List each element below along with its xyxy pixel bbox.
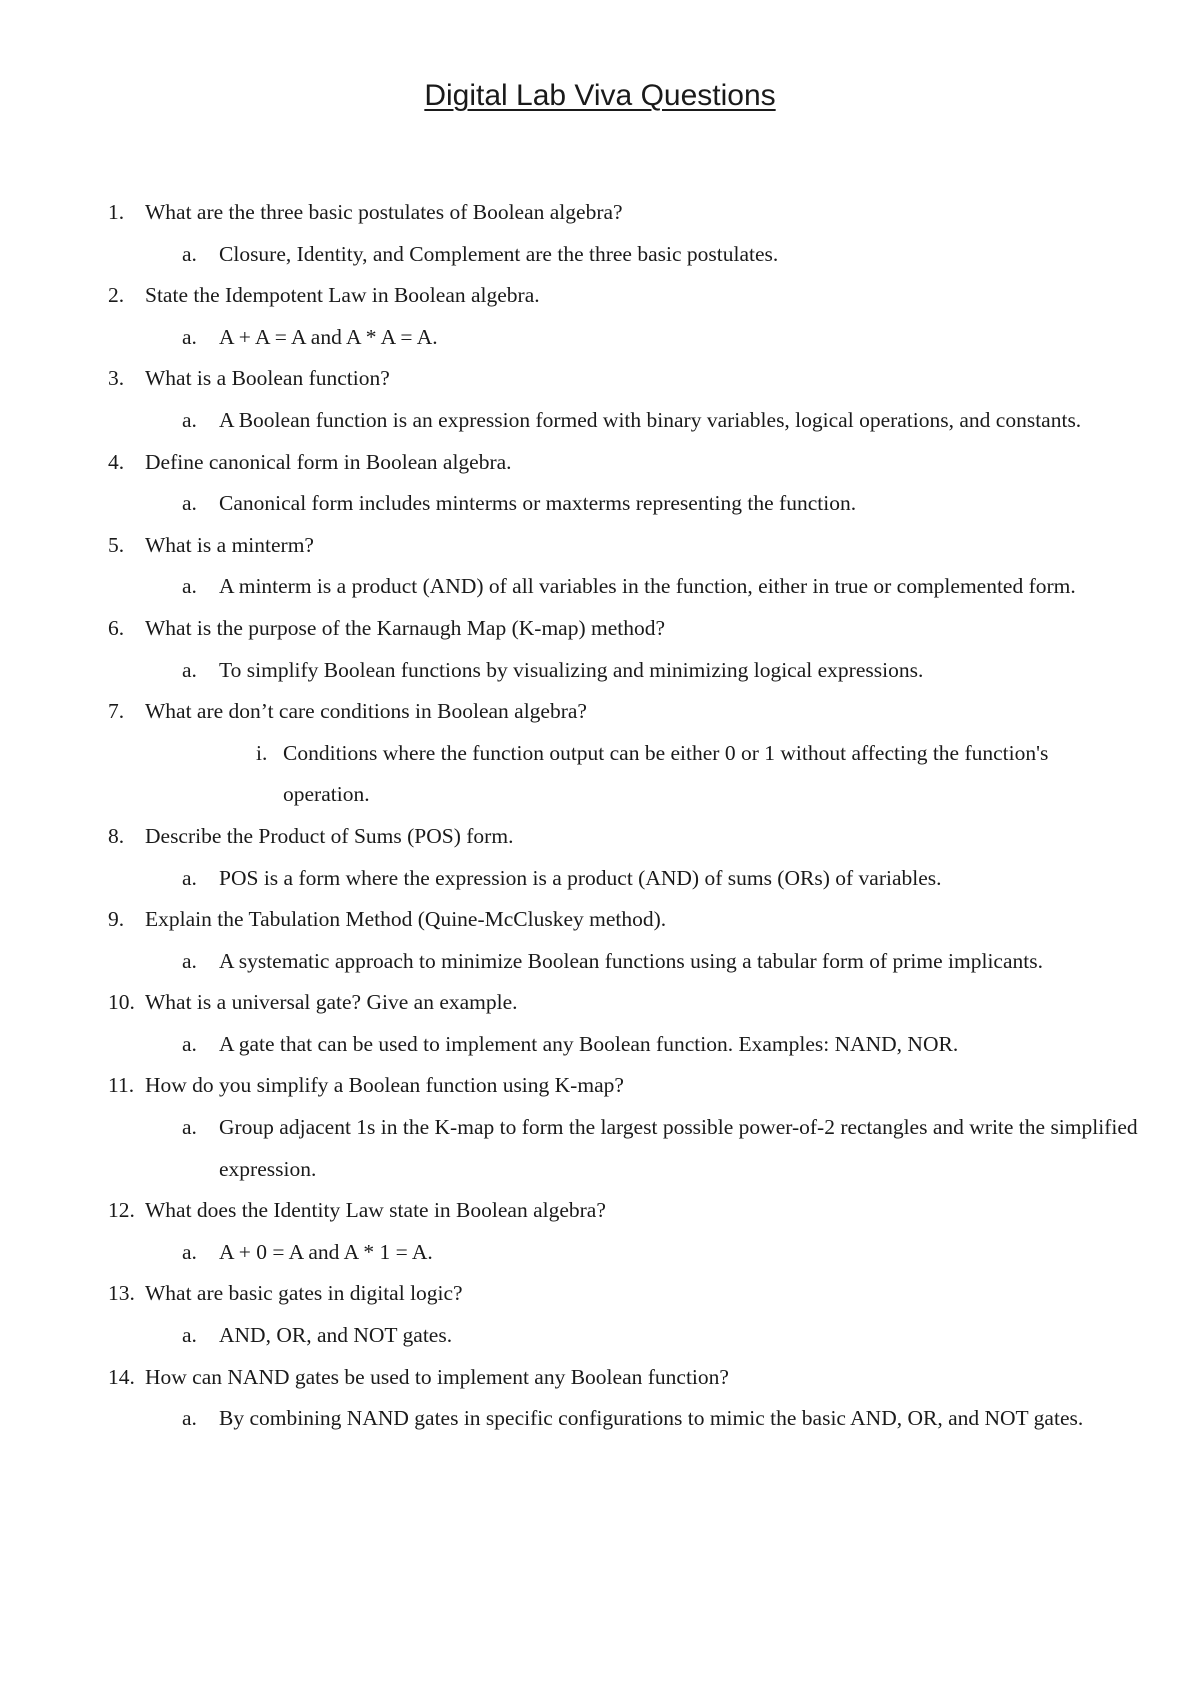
answer <box>108 1398 1138 1440</box>
question-number: 8. <box>108 823 125 848</box>
question-number: 2. <box>108 283 125 308</box>
qa-item-14 <box>108 1357 1138 1440</box>
question-text: What are don’t care conditions in Boolean algebra? <box>145 699 587 724</box>
answer <box>108 317 1138 359</box>
answer <box>108 566 1138 608</box>
question-text: How can NAND gates be used to implement any Boolean function? <box>145 1364 729 1389</box>
answer <box>108 234 1138 276</box>
qa-item-9 <box>108 899 1138 982</box>
question-number: 5. <box>108 532 125 557</box>
question <box>108 442 1138 484</box>
answer <box>108 650 1138 692</box>
answer-text: POS is a form where the expression is a product (AND) of sums (ORs) of variables. <box>219 865 942 890</box>
question-text: How do you simplify a Boolean function using K-map? <box>145 1073 624 1098</box>
answer <box>108 1232 1138 1274</box>
answer-marker: a. <box>182 407 197 432</box>
qa-item-5 <box>108 525 1138 608</box>
answer-marker: a. <box>182 324 197 349</box>
qa-list <box>108 192 1138 1440</box>
answer-marker: a. <box>182 865 197 890</box>
question-text: What is a universal gate? Give an example. <box>145 990 518 1015</box>
question-text: What are the three basic postulates of Boolean algebra? <box>145 200 623 224</box>
answer-marker: a. <box>182 1323 197 1348</box>
answer-text: A systematic approach to minimize Boolean functions using a tabular form of prime implicants. <box>219 948 1043 973</box>
question <box>108 1065 1138 1107</box>
question-text: What is the purpose of the Karnaugh Map (K-map) method? <box>145 615 666 640</box>
question-number: 6. <box>108 615 125 640</box>
answer-marker: a. <box>182 1115 197 1140</box>
question <box>108 192 1138 234</box>
answer-marker: a. <box>182 657 197 682</box>
answer-text: Closure, Identity, and Complement are the three basic postulates. <box>219 241 779 266</box>
answer-text: A Boolean function is an expression formed with binary variables, logical operations, and constants. <box>219 407 1082 432</box>
answer-text: A + 0 = A and A * 1 = A. <box>219 1239 433 1264</box>
question-text: What are basic gates in digital logic? <box>145 1281 463 1306</box>
question-number: 4. <box>108 449 125 474</box>
question-number: 14. <box>108 1364 135 1389</box>
question <box>108 525 1138 567</box>
question-text: Describe the Product of Sums (POS) form. <box>145 823 514 848</box>
question-text: What is a Boolean function? <box>145 366 390 391</box>
question <box>108 691 1138 733</box>
qa-item-6 <box>108 608 1138 691</box>
qa-item-12 <box>108 1190 1138 1273</box>
question <box>108 1357 1138 1399</box>
answer-text: AND, OR, and NOT gates. <box>219 1323 453 1348</box>
answer <box>108 1315 1138 1357</box>
qa-item-2 <box>108 275 1138 358</box>
answer-marker: a. <box>182 948 197 973</box>
question <box>108 1190 1138 1232</box>
question <box>108 275 1138 317</box>
qa-item-7 <box>108 691 1138 816</box>
question-text: State the Idempotent Law in Boolean algebra. <box>145 283 540 308</box>
answer-marker: a. <box>182 1031 197 1056</box>
answer <box>108 858 1138 900</box>
question-text: What is a minterm? <box>145 532 314 557</box>
answer-text: A + A = A and A * A = A. <box>219 324 438 349</box>
answer <box>108 941 1138 983</box>
answer-marker: i. <box>256 740 268 765</box>
qa-item-10 <box>108 982 1138 1065</box>
question <box>108 1273 1138 1315</box>
answer <box>108 483 1138 525</box>
question <box>108 899 1138 941</box>
question <box>108 608 1138 650</box>
question <box>108 816 1138 858</box>
answer-marker: a. <box>182 1239 197 1264</box>
answer <box>108 400 1138 442</box>
answer-text: Group adjacent 1s in the K-map to form the largest possible power-of-2 rectangles and write the simplified expression. <box>219 1115 1138 1181</box>
question-number: 9. <box>108 907 125 932</box>
qa-item-4 <box>108 442 1138 525</box>
qa-item-3 <box>108 358 1138 441</box>
qa-item-11 <box>108 1065 1138 1190</box>
answer-marker: a. <box>182 1406 197 1431</box>
question-number: 1. <box>108 200 125 224</box>
qa-item-8 <box>108 816 1138 899</box>
answer <box>108 1024 1138 1066</box>
qa-item-1 <box>108 192 1138 275</box>
answer-text: By combining NAND gates in specific configurations to mimic the basic AND, OR, and NOT gates. <box>219 1406 1084 1431</box>
question-number: 11. <box>108 1073 135 1098</box>
answer-marker: a. <box>182 574 197 599</box>
qa-item-13 <box>108 1273 1138 1356</box>
answer-marker: a. <box>182 491 197 516</box>
question-number: 10. <box>108 990 135 1015</box>
question-number: 7. <box>108 699 125 724</box>
page-title: Digital Lab Viva Questions <box>424 79 776 112</box>
question <box>108 358 1138 400</box>
question-number: 12. <box>108 1198 135 1223</box>
question-text: Explain the Tabulation Method (Quine-McCluskey method). <box>145 907 667 932</box>
answer-text: A minterm is a product (AND) of all variables in the function, either in true or complemented form. <box>219 574 1076 599</box>
question-text: What does the Identity Law state in Boolean algebra? <box>145 1198 606 1223</box>
question-text: Define canonical form in Boolean algebra. <box>145 449 512 474</box>
answer-text: To simplify Boolean functions by visualizing and minimizing logical expressions. <box>219 657 924 682</box>
answer-text: A gate that can be used to implement any Boolean function. Examples: NAND, NOR. <box>219 1031 959 1056</box>
question <box>108 982 1138 1024</box>
answer-text: Canonical form includes minterms or maxterms representing the function. <box>219 491 857 516</box>
question-number: 13. <box>108 1281 135 1306</box>
question-number: 3. <box>108 366 125 391</box>
answer-text: Conditions where the function output can be either 0 or 1 without affecting the function's operation. <box>283 740 1049 807</box>
answer-marker: a. <box>182 241 197 266</box>
answer <box>108 1107 1138 1190</box>
answer <box>108 733 1138 816</box>
